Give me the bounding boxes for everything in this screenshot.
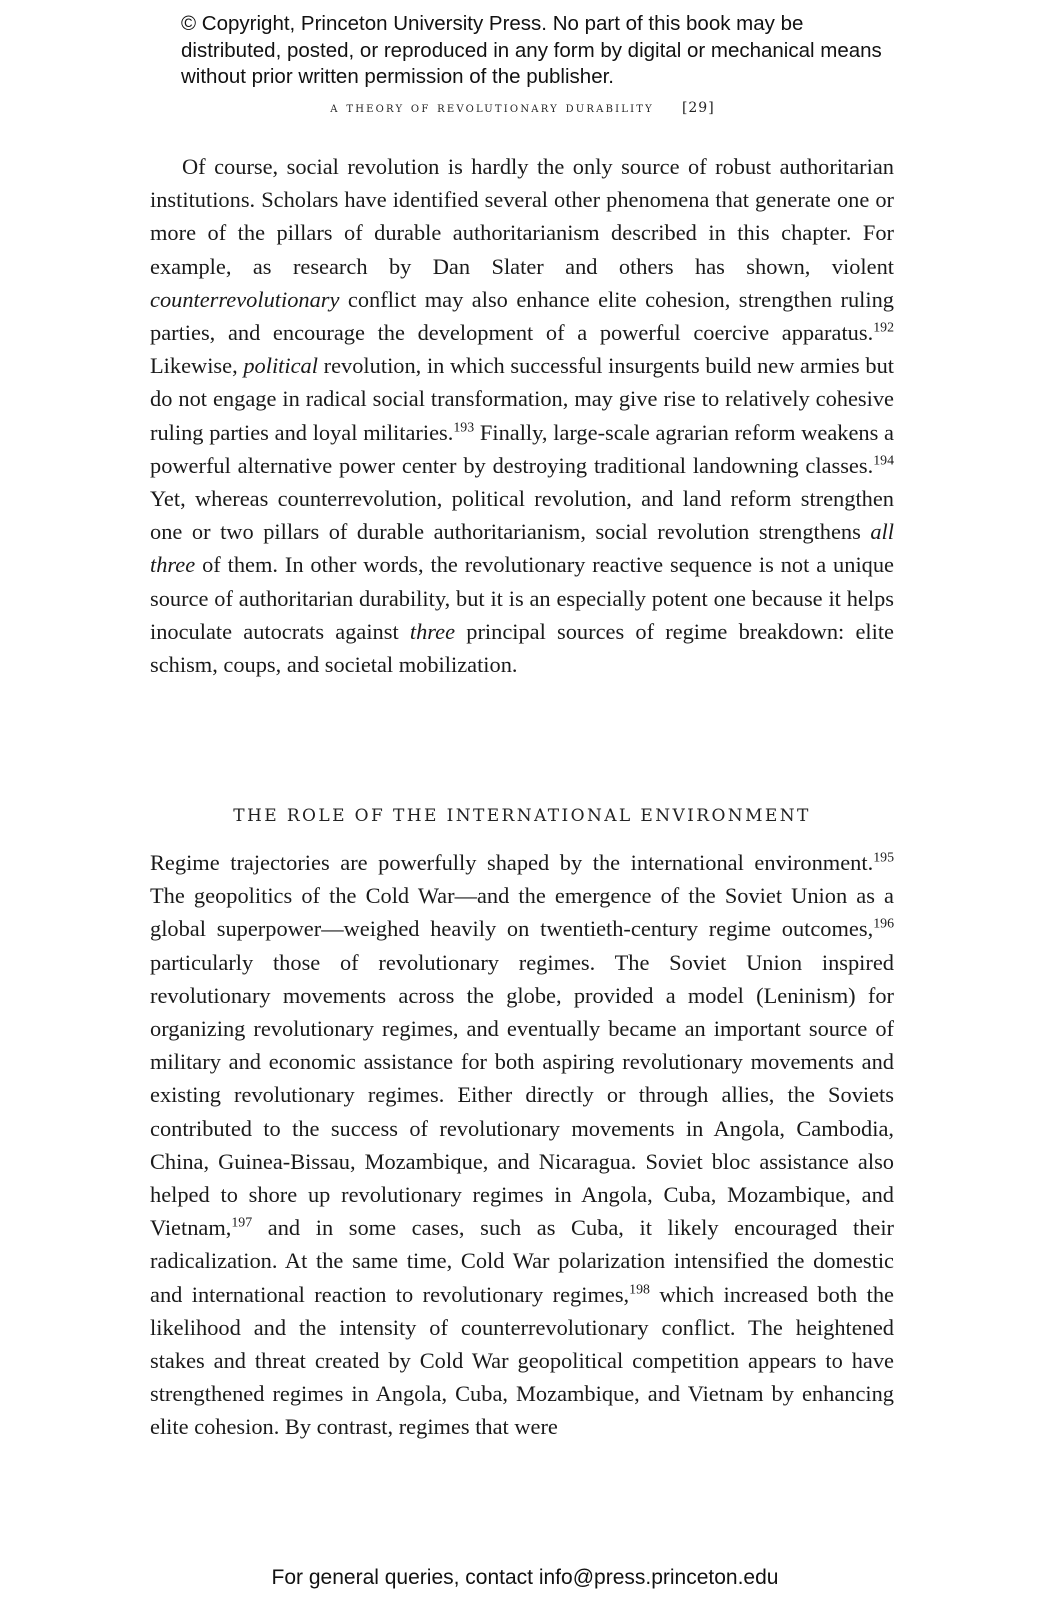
footnote-ref-195[interactable]: 195 [873, 850, 894, 866]
paragraph-1 [150, 150, 894, 681]
footnote-ref-193[interactable]: 193 [453, 420, 475, 436]
text-run: revolution, in which successful insurgents build new armies but do not engage in radical social transformation, may give rise to relatively cohesive ruling parties and loyal militaries. [150, 353, 894, 445]
emphasis: counterrevolutionary [150, 286, 340, 312]
text-run: The geopolitics of the Cold War—and the emergence of the Soviet Union as a global superpower—weighed heavily on twentieth-century regime outcomes, [150, 883, 894, 942]
paragraph-2 [150, 846, 894, 1444]
text-run: conflict may also enhance elite cohesion, strengthen ruling parties, and encourage the development of a powerful coercive apparatus. [150, 286, 894, 346]
text-run: of them. In other words, the revolutionary reactive sequence is not a unique source of authoritarian durability, but it is an especially potent one because it helps inoculate autocrats against [150, 552, 894, 644]
text-run: which increased both the likelihood and the intensity of counterrevolutionary conflict. The heightened stakes and threat created by Cold War geopolitical competition appears to have strengthened regimes in Angola, Cuba, Mozambique, and Vietnam by enhancing elite cohesion. By contrast, regimes that were [150, 1281, 894, 1440]
footnote-ref-194[interactable]: 194 [873, 453, 894, 469]
text-run: particularly those of revolutionary regimes. The Soviet Union inspired revolutionary movements across the globe, provided a model (Leninism) for organizing revolutionary regimes, and eventually became an important source of military and economic assistance for both aspiring revolutionary movements and existing revolutionary regimes. Either directly or through allies, the Soviets contributed to the success of revolutionary movements in Angola, Cambodia, China, Guinea-Bissau, Mozambique, and Nicaragua. Soviet bloc assistance also helped to shore up revolutionary regimes in Angola, Cuba, Mozambique, and Vietnam, [150, 949, 894, 1241]
text-run: and in some cases, such as Cuba, it likely encouraged their radicalization. At the same time, Cold War polarization intensified the domestic and international reaction to revolutionary regimes, [150, 1215, 894, 1307]
running-head-title: a theory of revolutionary durability [330, 100, 654, 116]
text-run: Of course, social revolution is hardly the only source of robust authoritarian institutions. Scholars have identified several other phenomena that generate one or more of the pillars of durable authoritarianism described in this chapter. For example, as research by Dan Slater and others has shown, violent [150, 154, 894, 279]
text-run: Yet, whereas counterrevolution, political revolution, and land reform strengthen one or two pillars of durable authoritarianism, social revolution strengthens [150, 486, 894, 545]
emphasis: three [409, 618, 456, 644]
text-run: Regime trajectories are powerfully shaped by the international environment. [150, 850, 874, 875]
page-number: [29] [681, 100, 715, 116]
emphasis: all three [150, 519, 894, 578]
text-run: Likewise, [150, 353, 244, 379]
footnote-ref-198[interactable]: 198 [629, 1282, 650, 1298]
text-run: principal sources of regime breakdown: elite schism, coups, and societal mobilization. [150, 618, 894, 678]
copyright-notice: © Copyright, Princeton University Press. No part of this book may be distributed, posted, or reproduced in any form by digital or mechanical means without prior written permission of the publisher. [181, 12, 882, 88]
section-heading: THE ROLE OF THE INTERNATIONAL ENVIRONMENT [233, 806, 811, 826]
text-run: Finally, large-scale agrarian reform weakens a powerful alternative power center by destroying traditional landowning classes. [150, 419, 894, 478]
footnote-ref-196[interactable]: 196 [873, 917, 894, 933]
footnote-ref-197[interactable]: 197 [231, 1215, 253, 1231]
contact-footer: For general queries, contact info@press.princeton.edu [271, 1566, 779, 1589]
running-head [150, 100, 895, 116]
emphasis: political [243, 353, 318, 379]
footnote-ref-192[interactable]: 192 [873, 320, 894, 336]
